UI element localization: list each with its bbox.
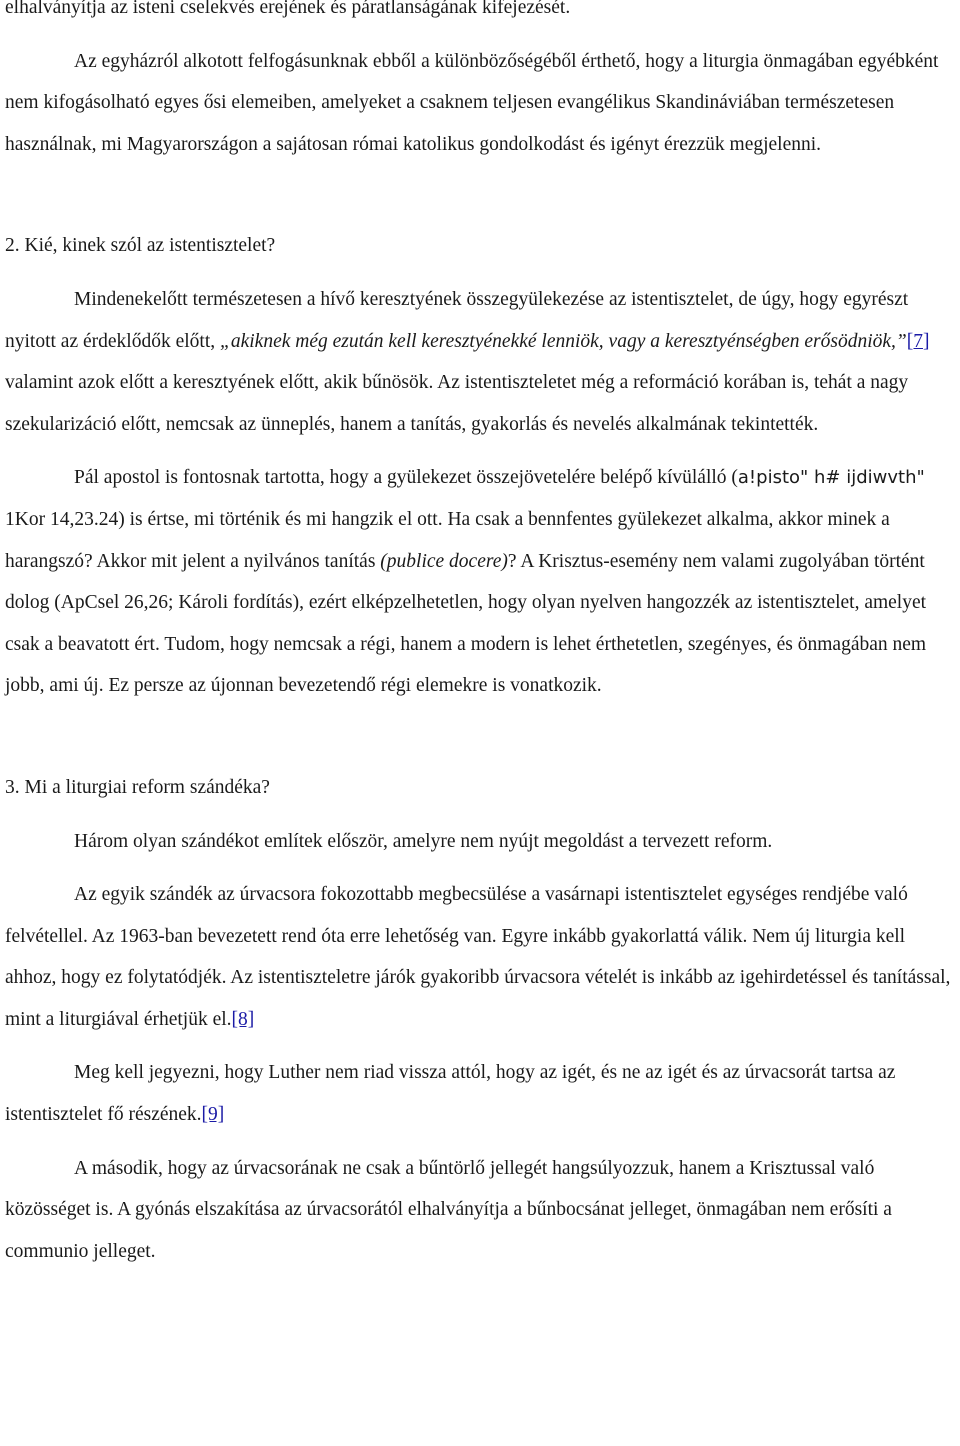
document-page [5, 0, 960, 1272]
paragraph-second-intention: A második, hogy az úrvacsorának ne csak a bűntörlő jellegét hangsúlyozzuk, hanem a Krisztussal való közösséget is. A gyónás elszakítása az úrvacsorától elhalványítja a bűnbocsánat jelleget, önmagában nem erősíti a communio jelleget. [5, 1157, 892, 1262]
paragraph-paul-apostle [5, 457, 960, 707]
footnote-link-9[interactable]: [9] [201, 1104, 225, 1126]
greek-text: a!pisto" h# ijdiwvth" [737, 467, 925, 489]
text-run: 1Kor 14,23.24) is értse, mi történik és mi hangzik el ott. Ha csak a bennfentes gyülekezet alkalma, akkor minek a harangszó? Akkor mit jelent a nyilvános tanítás [5, 508, 890, 572]
text-run: Mindenekelőtt természetesen a hívő keresztyének összegyülekezése az istentisztelet, de úgy, hogy egyrészt nyitott az érdeklődők előtt, [5, 288, 909, 352]
paragraph-church-view: Az egyházról alkotott felfogásunknak ebből a különbözőségéből érthető, hogy a liturgia önmagában egyébként nem kifogásolható egyes ősi elemeiben, amelyeket a csaknem teljesen evangélikus Skandináviában természetesen használnak, mi Magyarországon a sajátosan római katolikus gondolkodást és igényt érezzük megjelenni. [5, 50, 939, 155]
paragraph-luther-note [5, 1052, 960, 1135]
text-run: valamint azok előtt a keresztyének előtt, akik bűnösök. Az istentiszteletet még a reformáció korában is, tehát a nagy szekularizáció előtt, nemcsak az ünneplés, hanem a tanítás, gyakorlás és nevelés alkalmának tekintették. [5, 372, 909, 435]
paragraph-first-intention [5, 874, 960, 1040]
latin-italic: (publice docere) [380, 550, 508, 572]
text-run: ? A Krisztus-esemény nem valami zugolyában történt dolog (ApCsel 26,26; Károli fordítás), ezért elképzelhetetlen, hogy olyan nyelven hangozzék az istentisztelet, amelyet csak a beavatott ért. Tudom, hogy nemcsak a régi, hanem a modern is lehet érthetetlen, szegényes, és önmagában nem jobb, ami új. Ez persze az újonnan bevezetendő régi elemekre is vonatkozik. [5, 550, 927, 697]
paragraph-worship-audience [5, 279, 960, 445]
paragraph-continuation: elhalványítja az isteni cselekvés erejének és páratlanságának kifejezését. [5, 0, 571, 18]
section-heading-3: 3. Mi a liturgiai reform szándéka? [5, 776, 270, 798]
footnote-link-7[interactable]: [7] [906, 330, 930, 352]
quote-italic: „akiknek még ezután kell keresztyénekké lenniök, vagy a keresztyénségben erősödniök,” [220, 330, 907, 352]
footnote-link-8[interactable]: [8] [231, 1008, 255, 1030]
text-run: Meg kell jegyezni, hogy Luther nem riad vissza attól, hogy az igét, és ne az igét és az úrvacsorát tartsa az istentisztelet fő részének. [5, 1062, 896, 1126]
text-run: Az egyik szándék az úrvacsora fokozottabb megbecsülése a vasárnapi istentisztelet egységes rendjébe való felvétellel. Az 1963-ban bevezetett rend óta erre lehetőség van. Egyre inkább gyakorlattá válik. Nem új liturgia kell ahhoz, hogy ez folytatódjék. Az istentiszteletre járók gyakoribb úrvacsora vételét is inkább az igehirdetéssel és tanítással, mint a liturgiával érhetjük el. [5, 884, 951, 1030]
paragraph-three-intentions: Három olyan szándékot említek először, amelyre nem nyújt megoldást a tervezett reform. [74, 830, 773, 852]
section-heading-2: 2. Kié, kinek szól az istentisztelet? [5, 235, 276, 257]
text-run: Pál apostol is fontosnak tartotta, hogy a gyülekezet összejövetelére belépő kívülálló ( [74, 467, 738, 489]
